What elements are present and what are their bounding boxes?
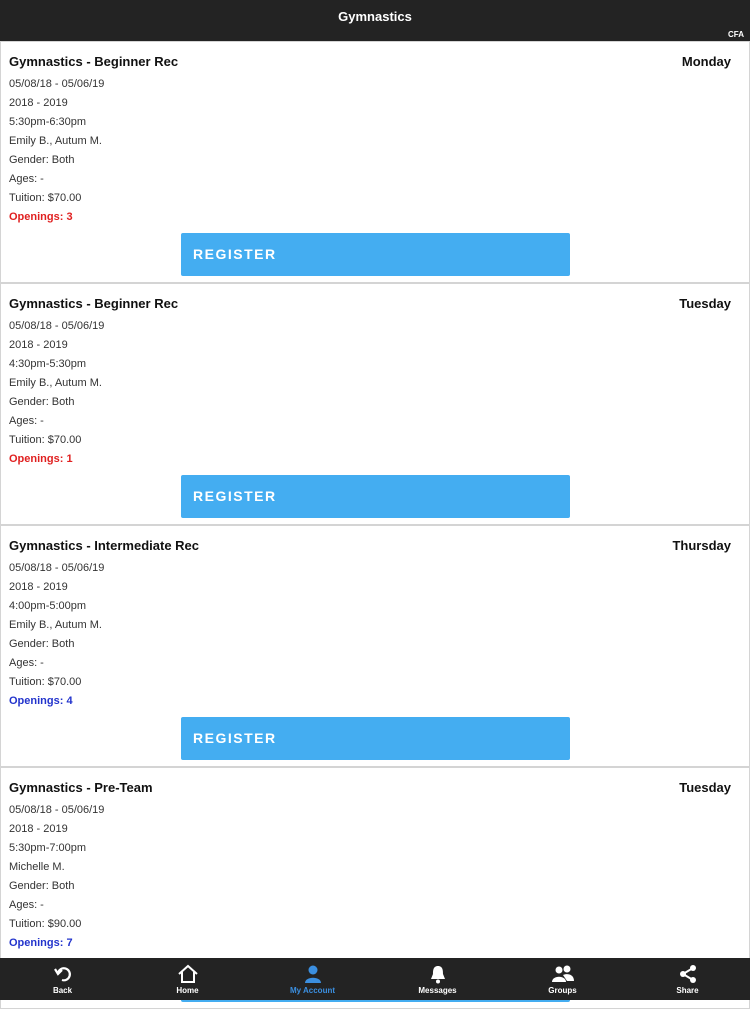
class-season: 2018 - 2019 — [9, 339, 68, 351]
class-ages: Ages: - — [9, 899, 44, 911]
class-instructors: Emily B., Autum M. — [9, 135, 102, 147]
tab-label: Home — [176, 986, 199, 995]
class-instructors: Michelle M. — [9, 861, 65, 873]
class-gender: Gender: Both — [9, 638, 75, 650]
page-title: Gymnastics — [338, 9, 412, 24]
class-tuition: Tuition: $70.00 — [9, 676, 82, 688]
tab-my-account[interactable] — [250, 958, 375, 1000]
register-button[interactable]: REGISTER — [181, 475, 570, 518]
home-icon — [177, 963, 199, 985]
tab-label: Share — [676, 986, 699, 995]
app-header — [0, 0, 750, 41]
class-time: 5:30pm-6:30pm — [9, 116, 87, 128]
tab-groups[interactable] — [500, 958, 625, 1000]
tab-share[interactable] — [625, 958, 750, 1000]
class-list[interactable] — [0, 41, 750, 958]
tab-label: Groups — [548, 986, 577, 995]
class-gender: Gender: Both — [9, 154, 75, 166]
class-tuition: Tuition: $70.00 — [9, 434, 82, 446]
share-icon — [677, 963, 699, 985]
bottom-tab-bar — [0, 958, 750, 1000]
class-instructors: Emily B., Autum M. — [9, 377, 102, 389]
register-button[interactable]: REGISTER — [181, 717, 570, 760]
bell-icon — [427, 963, 449, 985]
class-day: Tuesday — [679, 296, 731, 311]
class-day: Tuesday — [679, 780, 731, 795]
class-dates: 05/08/18 - 05/06/19 — [9, 320, 105, 332]
class-season: 2018 - 2019 — [9, 97, 68, 109]
person-icon — [302, 963, 324, 985]
class-name: Gymnastics - Beginner Rec — [9, 54, 179, 69]
class-ages: Ages: - — [9, 173, 44, 185]
class-time: 4:00pm-5:00pm — [9, 600, 87, 612]
class-gender: Gender: Both — [9, 880, 75, 892]
class-time: 5:30pm-7:00pm — [9, 842, 87, 854]
tab-label: Back — [52, 986, 73, 995]
class-openings: Openings: 3 — [9, 211, 73, 223]
groups-icon — [552, 963, 574, 985]
class-tuition: Tuition: $90.00 — [9, 918, 82, 930]
class-name: Gymnastics - Intermediate Rec — [9, 538, 200, 553]
class-card — [0, 283, 750, 525]
register-button[interactable]: REGISTER — [181, 233, 570, 276]
tab-back[interactable] — [0, 958, 125, 1000]
class-instructors: Emily B., Autum M. — [9, 619, 102, 631]
back-icon — [52, 963, 74, 985]
class-ages: Ages: - — [9, 415, 44, 427]
class-day: Thursday — [672, 538, 731, 553]
tab-home[interactable] — [125, 958, 250, 1000]
tab-label: My Account — [289, 986, 336, 995]
class-name: Gymnastics - Beginner Rec — [9, 296, 179, 311]
class-season: 2018 - 2019 — [9, 581, 68, 593]
corner-badge: CFA — [728, 30, 744, 39]
tab-label: Messages — [418, 986, 457, 995]
class-ages: Ages: - — [9, 657, 44, 669]
class-day: Monday — [681, 54, 731, 69]
class-time: 4:30pm-5:30pm — [9, 358, 87, 370]
class-openings: Openings: 1 — [9, 453, 73, 465]
tab-messages[interactable] — [375, 958, 500, 1000]
class-openings: Openings: 7 — [9, 937, 73, 949]
class-tuition: Tuition: $70.00 — [9, 192, 82, 204]
class-dates: 05/08/18 - 05/06/19 — [9, 78, 105, 90]
class-name: Gymnastics - Pre-Team — [9, 780, 153, 795]
class-season: 2018 - 2019 — [9, 823, 68, 835]
class-openings: Openings: 4 — [9, 695, 73, 707]
class-card — [0, 525, 750, 767]
class-card — [0, 41, 750, 283]
class-dates: 05/08/18 - 05/06/19 — [9, 562, 105, 574]
class-dates: 05/08/18 - 05/06/19 — [9, 804, 105, 816]
class-gender: Gender: Both — [9, 396, 75, 408]
